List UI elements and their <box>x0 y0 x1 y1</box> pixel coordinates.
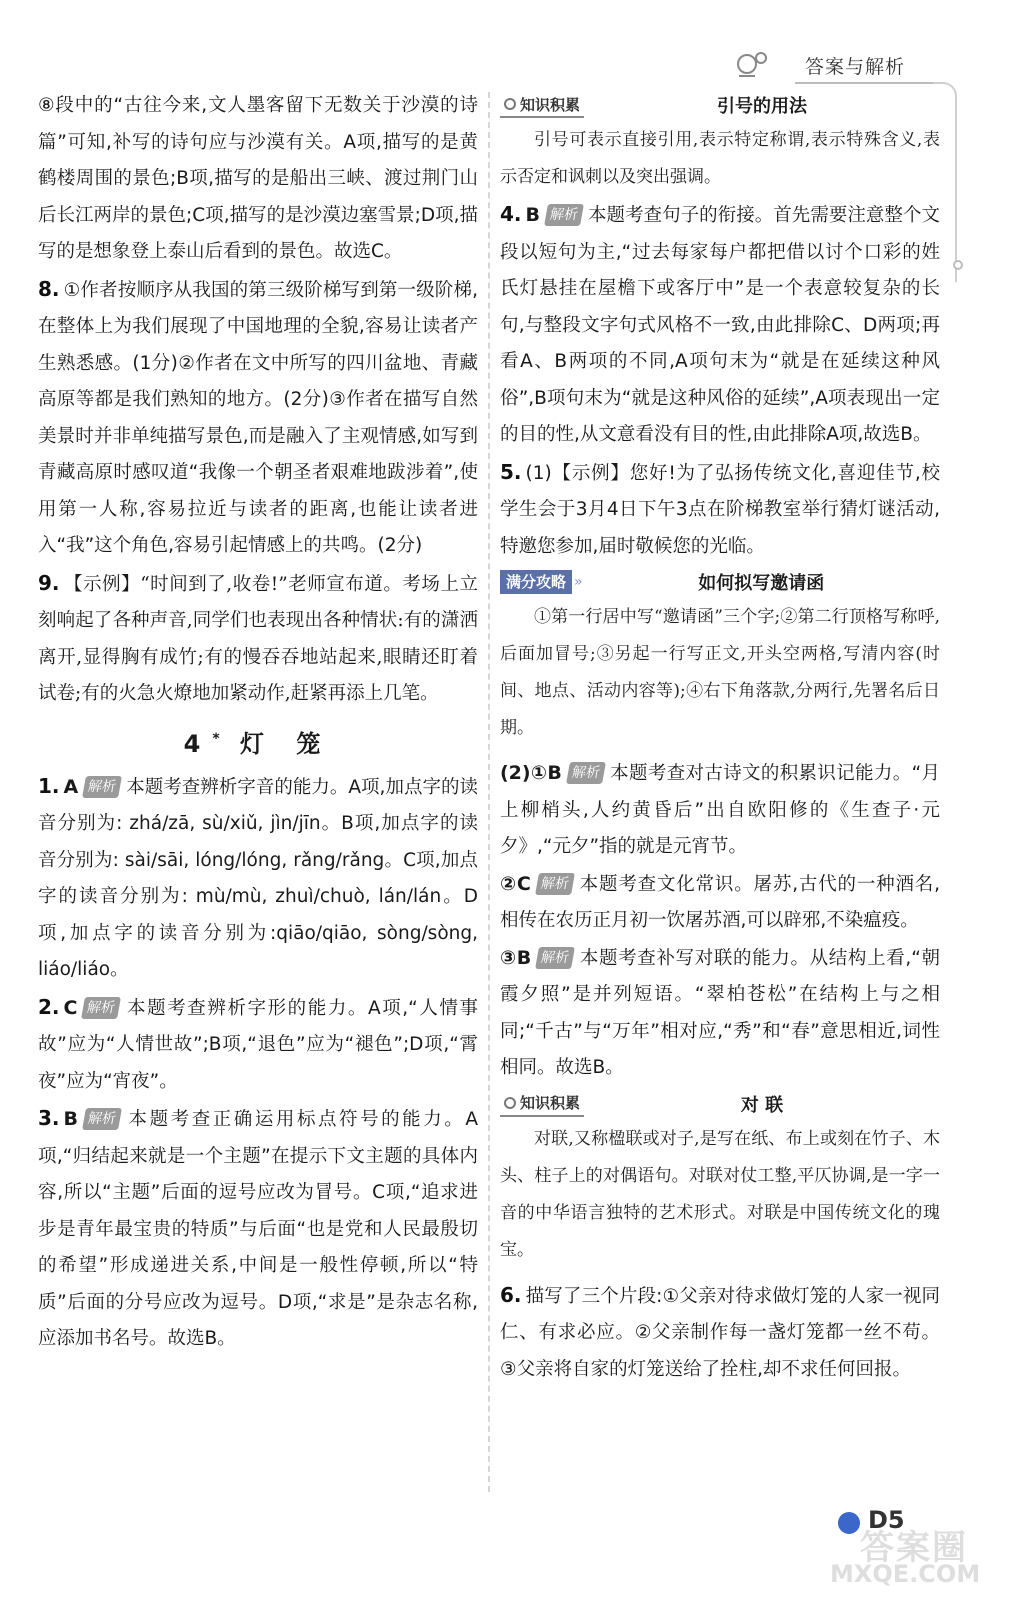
answer-3 <box>38 1100 478 1358</box>
answer-text: 本题考查句子的衔接。首先需要注意整个文段以短句为主,“过去每家每户都把借以讨个口彩的姓氏灯悬挂在屋檐下或客厅中”是一个表意较复杂的长句,与整段文字句式风格不一致,由此排除C、D两项;再看A、B两项的不同,A项句末为“就是在延续这种风俗”,B项句末为“就是这种风俗的延续”,A项表现出一定的目的性,从文意看没有目的性,由此排除A项,故选B。 <box>500 205 940 445</box>
answer-letter: B <box>525 204 540 226</box>
answer-2 <box>38 989 478 1101</box>
knowledge-box-text: 引号可表示直接引用,表示特定称谓,表示特殊含义,表示否定和讽刺以及突出强调。 <box>500 130 940 187</box>
thinking-figure-icon <box>735 50 771 78</box>
answer-letter: (2)①B <box>500 762 562 784</box>
answer-4 <box>500 196 940 454</box>
knowledge-box-2-title: 对 联 <box>740 1094 784 1116</box>
answer-5 <box>500 454 940 566</box>
answer-text: 本题考查文化常识。屠苏,古代的一种酒名,相传在农历正月初一饮屠苏酒,可以辟邪,不染瘟疫。 <box>500 873 941 931</box>
answer-text: 本题考查辨析字形的能力。A项,“人情事故”应为“人情世故”;B项,“退色”应为“褪色”;D项,“霄夜”应为“宵夜”。 <box>38 997 478 1092</box>
margin-dot-icon <box>953 260 963 270</box>
answer-text: 本题考查补写对联的能力。从结构上看,“朝霞夕照”是并列短语。“翠柏苍松”在结构上与之相同;“千古”与“万年”相对应,“秀”和“春”意思相近,词性相同。故选B。 <box>500 947 940 1078</box>
answer-1 <box>38 768 478 989</box>
watermark-url: MXQE.COM <box>830 1560 981 1588</box>
question-number: 4. <box>500 202 522 226</box>
right-column <box>500 88 940 1388</box>
strategy-box-text: ①第一行居中写“邀请函”三个字;②第二行顶格写称呼,后面加冒号;③另起一行写正文,开头空两格,写清内容(时间、地点、活动内容等);④右下角落款,分两行,先署名后日期。 <box>500 607 940 738</box>
section-number: 4 <box>183 729 213 758</box>
analysis-tag: 解析 <box>535 873 575 895</box>
question-number: 8. <box>38 276 60 301</box>
analysis-tag: 解析 <box>82 776 122 798</box>
knowledge-box-2-header <box>500 1087 940 1121</box>
answer-6 <box>500 1277 940 1389</box>
section-name: 灯 笼 <box>240 729 333 758</box>
answer-letter: ②C <box>500 872 531 895</box>
column-divider <box>488 92 490 1492</box>
analysis-tag: 解析 <box>82 997 122 1019</box>
header-rule <box>795 82 945 84</box>
strategy-box-header <box>500 565 940 599</box>
answer-letter: C <box>63 996 78 1019</box>
answer-9 <box>38 565 478 713</box>
knowledge-box-title: 引号的用法 <box>717 96 807 117</box>
answer-letter: ③B <box>500 946 532 969</box>
double-chevron-icon: » <box>574 574 583 590</box>
answer-8 <box>38 271 478 565</box>
question-number: 3. <box>38 1106 60 1130</box>
watermark-logo: 答案圈 <box>860 1528 968 1568</box>
analysis-tag: 解析 <box>544 204 584 226</box>
answer-letter: B <box>63 1108 78 1130</box>
answer-text: 本题考查辨析字音的能力。A项,加点字的读音分别为: zhá/zā, sù/xiǔ, jìn/jīn。B项,加点字的读音分别为: sài/sāi, lóng/lóng, rǎng/rǎng。C项,加点字的读音分别为: mù/mù, zhuì/chuò, lán/lán。D项,加点字的读音分别为:qiāo/qiāo, sòng/sòng, liáo/liáo。 <box>38 776 478 980</box>
knowledge-box-header <box>500 88 940 122</box>
analysis-tag: 解析 <box>82 1108 122 1130</box>
lightbulb-icon <box>504 98 516 110</box>
section-title <box>38 719 478 764</box>
question-number: 2. <box>38 994 60 1019</box>
knowledge-box-2-text: 对联,又称楹联或对子,是写在纸、布上或刻在竹子、木头、柱子上的对偶语句。对联对仗工整,平仄协调,是一字一音的中华语言独特的艺术形式。对联是中国传统文化的瑰宝。 <box>500 1128 940 1260</box>
answer-5-2-3 <box>500 940 940 1087</box>
answer-text: 本题考查正确运用标点符号的能力。A项,“归结起来就是一个主题”在提示下文主题的具体内容,所以“主题”后面的逗号应改为冒号。C项,“追求进步是青年最宝贵的特质”与后面“也是党和人民最殷切的希望”形成递进关系,中间是一般性停顿,所以“特质”后面的分号应改为逗号。D项,“求是”是杂志名称,应添加书名号。故选B。 <box>38 1109 478 1349</box>
strategy-chip: 满分攻略 <box>500 570 572 594</box>
question-number: 1. <box>38 773 60 798</box>
answer-text: 本题考查对古诗文的积累识记能力。“月上柳梢头,人约黄昏后”出自欧阳修的《生查子·元夕》,“元夕”指的就是元宵节。 <box>500 763 941 857</box>
knowledge-chip: 知识积累 <box>500 1091 584 1117</box>
page-number: D5 <box>868 1506 905 1534</box>
example-lead: 【示例】 <box>63 573 141 595</box>
knowledge-chip: 知识积累 <box>500 92 584 118</box>
left-column <box>38 88 478 1358</box>
page-ball-icon <box>838 1512 860 1534</box>
answer-text: (1)【示例】您好!为了弘扬传统文化,喜迎佳节,校学生会于3月4日下午3点在阶梯教室举行猜灯谜活动,特邀您参加,届时敬候您的光临。 <box>500 462 940 557</box>
header-title: 答案与解析 <box>805 56 906 78</box>
answer-text: “时间到了,收卷!”老师宣布道。考场上立刻响起了各种声音,同学们也表现出各种情状:有的潇洒离开,显得胸有成竹;有的慢吞吞地站起来,眼睛还盯着试卷;有的火急火燎地加紧动作,赶紧再添上几笔。 <box>38 573 478 704</box>
answer-text: 描写了三个片段:①父亲对待求做灯笼的人家一视同仁、有求必应。②父亲制作每一盏灯笼都一丝不苟。③父亲将自家的灯笼送给了拴柱,却不求任何回报。 <box>500 1285 940 1380</box>
page-header <box>735 40 945 90</box>
question-number: 6. <box>500 1282 522 1307</box>
answer-letter: A <box>63 775 79 798</box>
question-number: 5. <box>500 459 522 484</box>
answer-5-2-2 <box>500 866 940 940</box>
analysis-tag: 解析 <box>535 947 575 969</box>
section-mark: * <box>212 730 220 747</box>
answer-5-2-1 <box>500 755 940 866</box>
lightbulb-icon <box>504 1097 516 1109</box>
analysis-tag: 解析 <box>566 762 606 784</box>
question-number: 9. <box>38 570 60 595</box>
answer-text: ①作者按顺序从我国的第三级阶梯写到第一级阶梯,在整体上为我们展现了中国地理的全貌,容易让读者产生熟悉感。(1分)②作者在文中所写的四川盆地、青藏高原等都是我们熟知的地方。(2分)③作者在描写自然美景时并非单纯描写景色,而是融入了主观情感,如写到青藏高原时感叹道“我像一个朝圣者艰难地跋涉着”,使用第一人称,容易拉近与读者的距离,也能让读者进入“我”这个角色,容易引起情感上的共鸣。(2分) <box>38 279 478 556</box>
continued-answer: ⑧段中的“古往今来,文人墨客留下无数关于沙漠的诗篇”可知,补写的诗句应与沙漠有关。A项,描写的是黄鹤楼周围的景色;B项,描写的是船出三峡、渡过荆门山后长江两岸的景色;C项,描写的是沙漠边塞雪景;D项,描写的是想象登上泰山后看到的景色。故选C。 <box>38 95 478 262</box>
strategy-box-title: 如何拟写邀请函 <box>698 573 825 594</box>
